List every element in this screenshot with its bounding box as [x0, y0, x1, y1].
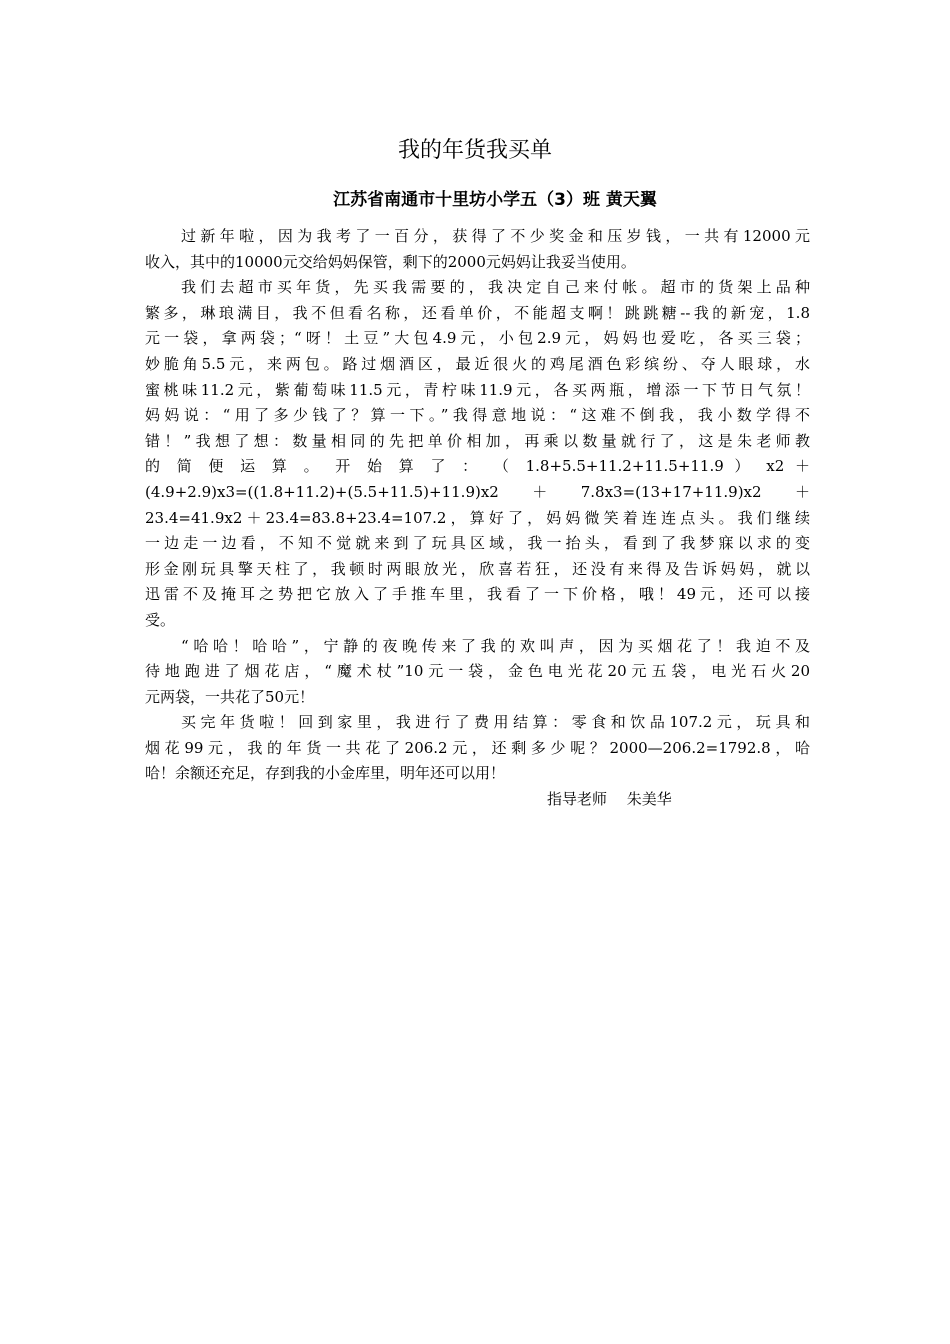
- text-line: 形金刚玩具擎天柱了，我顿时两眼放光，欣喜若狂，还没有来得及告诉妈妈，就以: [145, 559, 810, 578]
- advisor-signature: 指导老师 朱美华: [547, 790, 672, 809]
- document-title: 我的年货我买单: [397, 138, 552, 163]
- text-line: 我们去超市买年货，先买我需要的，我决定自己来付帐。超市的货架上品种: [181, 278, 810, 297]
- text-line: 错！”我想了想：数量相同的先把单价相加，再乘以数量就行了，这是朱老师教: [145, 431, 810, 450]
- text-line: 蜜桃味11.2元，紫葡萄味11.5元，青柠味11.9元，各买两瓶，增添一下节日气氛！: [145, 380, 810, 399]
- text-line: 的 简 便 运 算 。 开 始 算 了 ： （ 1.8+5.5+11.2+11.5+11.9 ） x2 ＋: [145, 457, 810, 476]
- text-line: 23.4=41.9x2＋23.4=83.8+23.4=107.2，算好了，妈妈微笑着连连点头。我们继续: [145, 508, 810, 527]
- text-line: 受。: [145, 610, 176, 629]
- text-line: 迅雷不及掩耳之势把它放入了手推车里，我看了一下价格，哦！49元，还可以接: [145, 585, 810, 604]
- essay-body: [145, 224, 810, 813]
- text-line: 买完年货啦！回到家里，我进行了费用结算：零食和饮品107.2元，玩具和: [181, 713, 810, 732]
- text-line: (4.9+2.9)x3=((1.8+11.2)+(5.5+11.5)+11.9)x2＋7.8x3=(13+17+11.9)x2＋: [145, 482, 810, 501]
- text-line: 妙脆角5.5元，来两包。路过烟酒区，最近很火的鸡尾酒色彩缤纷、夺人眼球，水: [145, 354, 810, 373]
- text-line: 烟花99元，我的年货一共花了206.2元，还剩多少呢？2000—206.2=1792.8，哈: [145, 738, 810, 757]
- text-line: “哈哈！哈哈”，宁静的夜晚传来了我的欢叫声，因为买烟花了！我迫不及: [181, 636, 810, 655]
- text-line: 元一袋，拿两袋；“呀！土豆”大包4.9元，小包2.9元，妈妈也爱吃，各买三袋；: [145, 329, 810, 348]
- text-line: 哈！余额还充足，存到我的小金库里，明年还可以用！: [145, 764, 506, 783]
- author-line: 江苏省南通市十里坊小学五（3）班 黄天翼: [333, 190, 657, 210]
- text-line: 妈妈说：“用了多少钱了？算一下。”我得意地说：“这难不倒我，我小数学得不: [145, 406, 810, 425]
- text-line: 繁多，琳琅满目，我不但看名称，还看单价，不能超支啊！跳跳糖--我的新宠，1.8: [145, 303, 810, 322]
- text-line: 一边走一边看，不知不觉就来到了玩具区域，我一抬头，看到了我梦寐以求的变: [145, 534, 810, 553]
- text-line: 待地跑进了烟花店，“魔术杖”10元一袋，金色电光花20元五袋，电光石火20: [145, 662, 810, 681]
- text-line: 收入，其中的10000元交给妈妈保管，剩下的2000元妈妈让我妥当使用。: [145, 252, 636, 271]
- text-line: 过新年啦，因为我考了一百分，获得了不少奖金和压岁钱，一共有12000元: [181, 227, 810, 245]
- text-line: 元两袋，一共花了50元！: [145, 687, 315, 706]
